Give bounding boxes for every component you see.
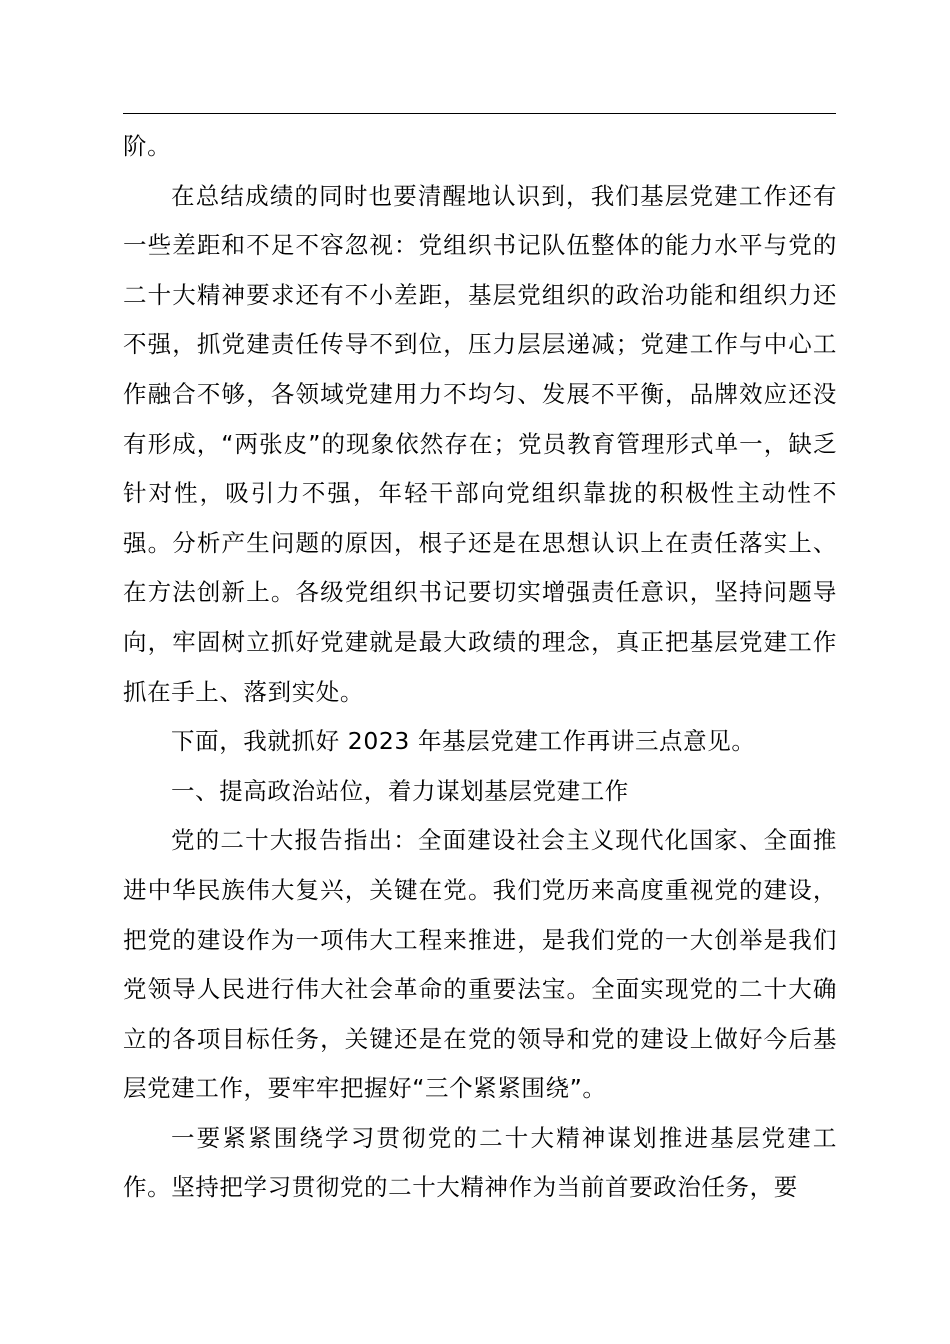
- section-heading-1: 一、提高政治站位，着力谋划基层党建工作: [171, 776, 629, 805]
- document-body: [123, 122, 837, 1213]
- header-divider-line: [123, 113, 836, 114]
- paragraph-intro-opinions: 下面，我就抓好 2023 年基层党建工作再讲三点意见。: [171, 727, 756, 756]
- paragraph-shortcomings: 在总结成绩的同时也要清醒地认识到，我们基层党建工作还有一些差距和不足不容忽视：党组织书记队伍整体的能力水平与党的二十大精神要求还有不小差距，基层党组织的政治功能和组织力还不强，抓党建责任传导不到位，压力层层递减；党建工作与中心工作融合不够，各领域党建用力不均匀、发展不平衡，品牌效应还没有形成，“两张皮”的现象依然存在；党员教育管理形式单一，缺乏针对性，吸引力不强，年轻干部向党组织靠拢的积极性主动性不强。分析产生问题的原因，根子还是在思想认识上在责任落实上、在方法创新上。各级党组织书记要切实增强责任意识，坚持问题导向，牢固树立抓好党建就是最大政绩的理念，真正把基层党建工作抓在手上、落到实处。: [123, 181, 837, 706]
- paragraph-report-points: 党的二十大报告指出：全面建设社会主义现代化国家、全面推进中华民族伟大复兴，关键在党。我们党历来高度重视党的建设，把党的建设作为一项伟大工程来推进，是我们党的一大创举是我们党领导人民进行伟大社会革命的重要法宝。全面实现党的二十大确立的各项目标任务，关键还是在党的领导和党的建设上做好今后基层党建工作，要牢牢把握好“三个紧紧围绕”。: [123, 826, 837, 1103]
- paragraph-continuation: 阶。: [123, 132, 172, 160]
- paragraph-first-requirement: 一要紧紧围绕学习贯彻党的二十大精神谋划推进基层党建工作。坚持把学习贯彻党的二十大精神作为当前首要政治任务，要: [123, 1123, 837, 1202]
